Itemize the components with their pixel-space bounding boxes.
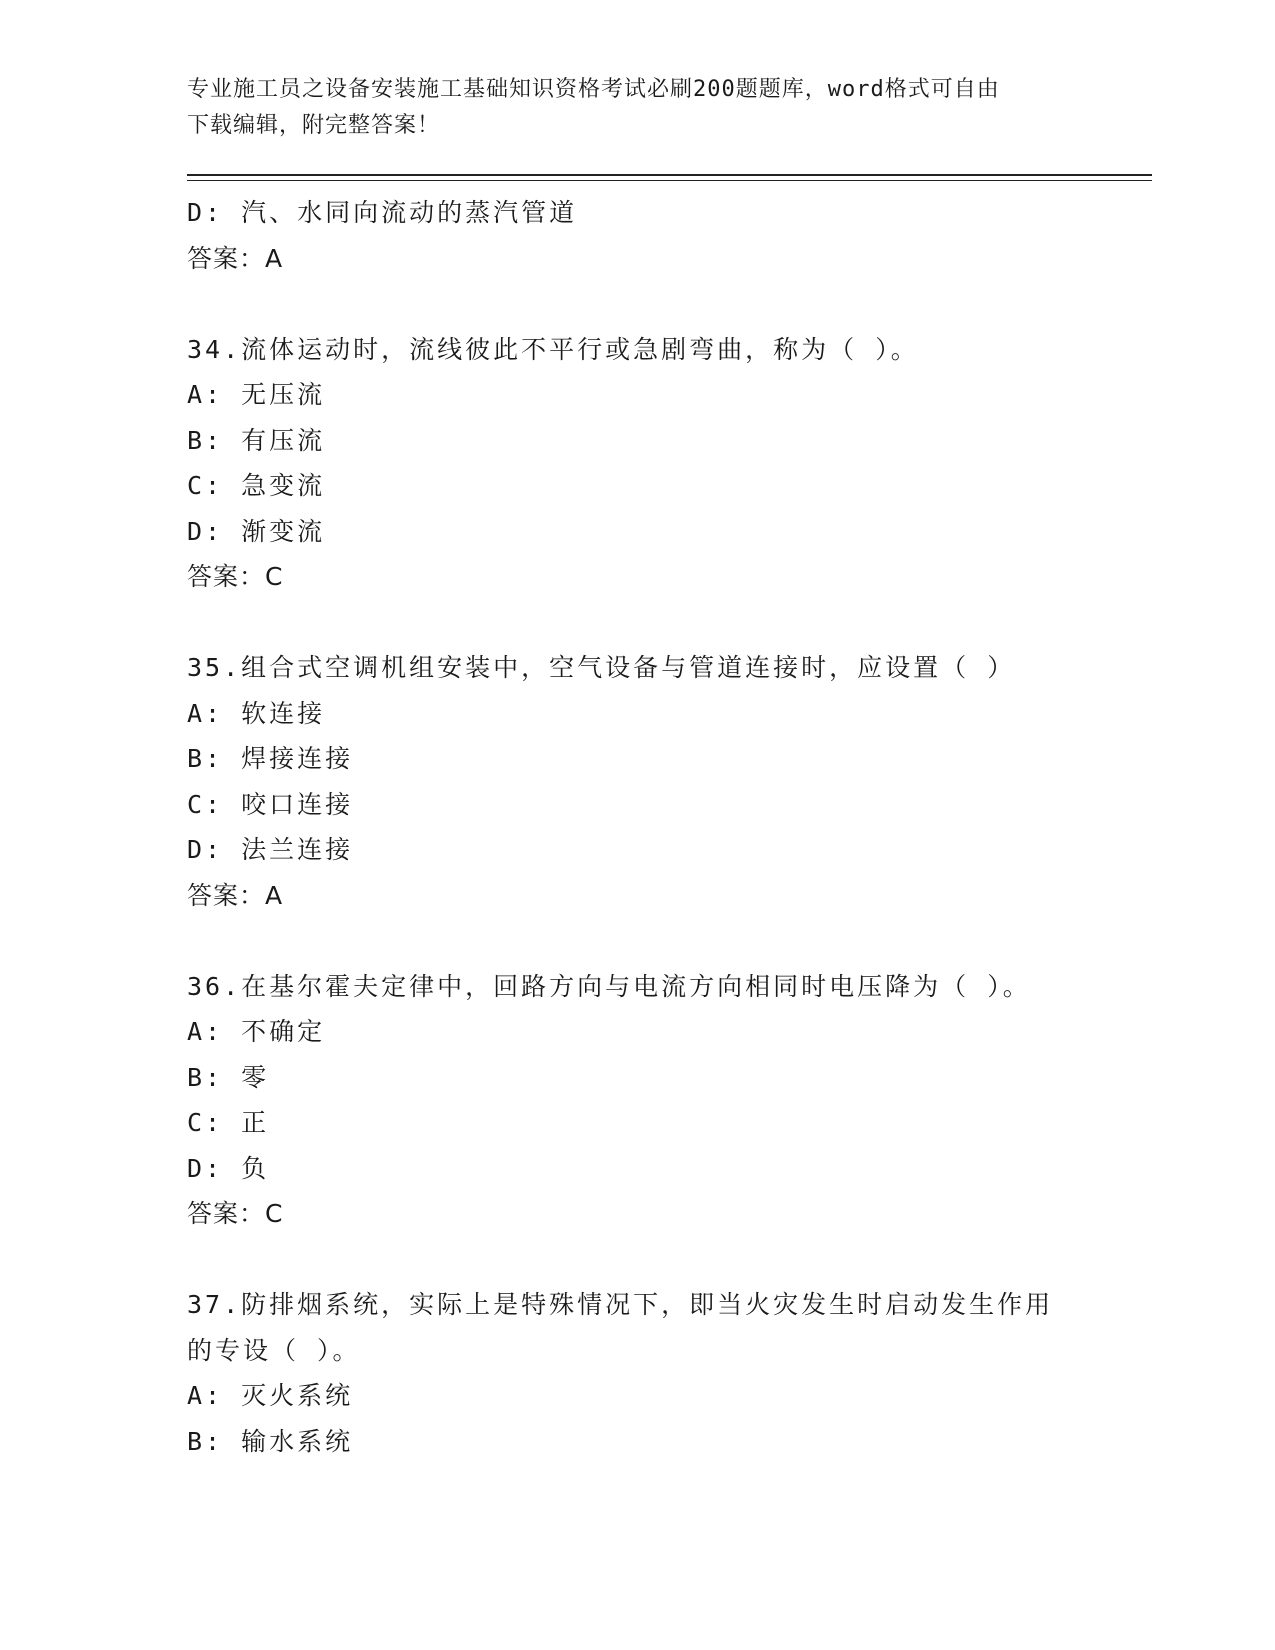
document-header <box>187 72 1087 144</box>
header-title-line-1: 专业施工员之设备安装施工基础知识资格考试必刷200题题库，word格式可自由 <box>187 77 1000 102</box>
spacer <box>187 918 1107 964</box>
option-c: C: 正 <box>187 1108 270 1137</box>
answer-line: 答案：C <box>187 562 284 591</box>
question-stem-line-1: 37.防排烟系统，实际上是特殊情况下，即当火灾发生时启动发生作用 <box>187 1290 1054 1319</box>
question-35 <box>187 645 1107 918</box>
option-b: B: 输水系统 <box>187 1426 354 1456</box>
option-a: A: 软连接 <box>187 698 326 728</box>
option-d: D: 法兰连接 <box>187 835 354 864</box>
option-b: B: 有压流 <box>187 425 326 455</box>
question-34 <box>187 327 1107 600</box>
answer-line: 答案：A <box>187 243 284 273</box>
option-a: A: 不确定 <box>187 1017 326 1046</box>
question-stem: 35.组合式空调机组安装中，空气设备与管道连接时，应设置（ ） <box>187 653 1016 682</box>
option-d: D: 渐变流 <box>187 516 326 546</box>
question-33-continued <box>187 190 1107 281</box>
option-b: B: 零 <box>187 1062 270 1092</box>
answer-line: 答案：A <box>187 880 284 910</box>
option-c: C: 急变流 <box>187 471 326 500</box>
option-a: A: 灭火系统 <box>187 1381 354 1410</box>
spacer <box>187 600 1107 646</box>
option-c: C: 咬口连接 <box>187 789 354 819</box>
header-title-line-2: 下载编辑，附完整答案！ <box>187 113 441 138</box>
option-d: D: 汽、水同向流动的蒸汽管道 <box>187 198 578 227</box>
option-d: D: 负 <box>187 1153 270 1183</box>
question-stem: 36.在基尔霍夫定律中，回路方向与电流方向相同时电压降为（ ）。 <box>187 971 1031 1001</box>
spacer <box>187 1237 1107 1283</box>
answer-line: 答案：C <box>187 1199 284 1228</box>
question-stem-line-2: 的专设（ ）。 <box>187 1335 361 1365</box>
header-divider-thick <box>187 174 1152 176</box>
question-36 <box>187 964 1107 1237</box>
question-list <box>187 190 1107 1464</box>
question-37 <box>187 1282 1107 1464</box>
header-divider-thin <box>187 180 1152 181</box>
option-b: B: 焊接连接 <box>187 744 354 773</box>
question-stem: 34.流体运动时，流线彼此不平行或急剧弯曲，称为（ ）。 <box>187 334 919 364</box>
option-a: A: 无压流 <box>187 380 326 409</box>
spacer <box>187 281 1107 327</box>
